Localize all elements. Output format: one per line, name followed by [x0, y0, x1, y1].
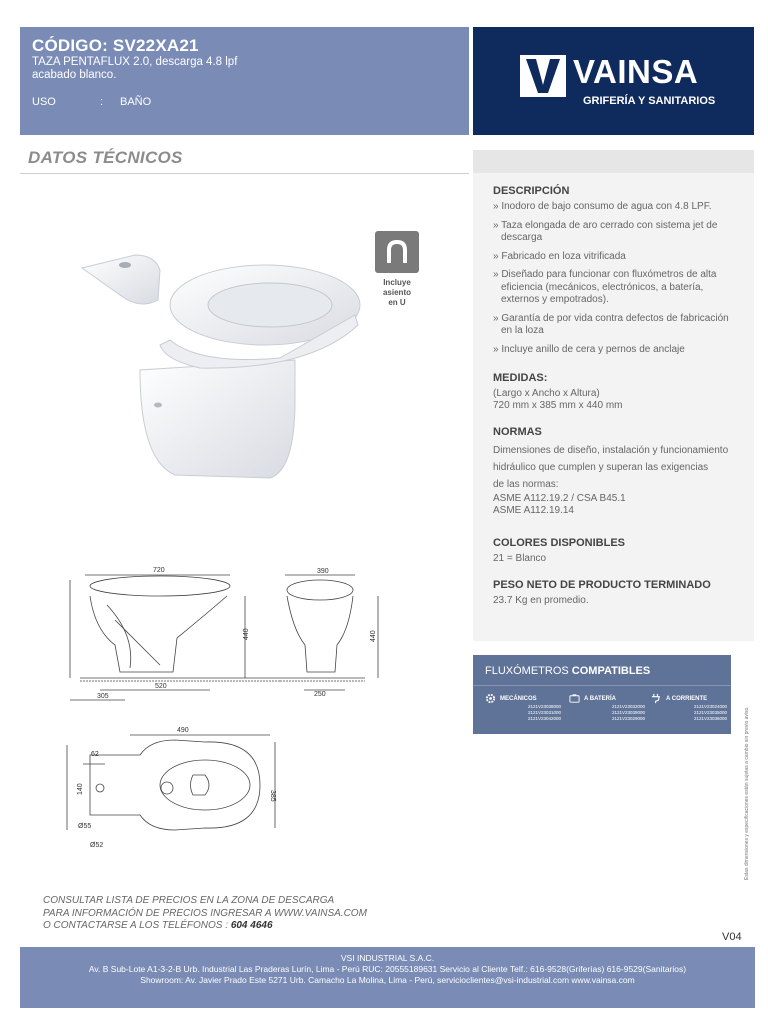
- dim-top-62: 62: [91, 751, 99, 758]
- dim-front-base: 250: [314, 691, 326, 698]
- dim-front-width: 390: [317, 568, 329, 575]
- gear-icon: [485, 693, 496, 704]
- uso-colon: :: [100, 96, 104, 108]
- brand-name: VAINSA: [573, 53, 699, 90]
- version-label: V04: [722, 931, 742, 943]
- top-view-drawing: [67, 735, 275, 830]
- normas-line: ASME A112.19.14: [493, 505, 574, 516]
- uso-label: USO: [32, 96, 56, 108]
- dim-side-length: 720: [153, 567, 165, 574]
- footer-company: VSI INDUSTRIAL S.A.C.: [340, 953, 435, 963]
- fluxometros-title: FLUXÓMETROS COMPATIBLES: [485, 665, 651, 677]
- descripcion-item: » Fabricado en loza vitrificada: [493, 250, 626, 262]
- dim-side-base: 520: [155, 683, 167, 690]
- fluxometros-box: [473, 655, 731, 734]
- medidas-line: 720 mm x 385 mm x 440 mm: [493, 400, 623, 411]
- product-finish: acabado blanco.: [32, 69, 117, 81]
- uso-value: BAÑO: [120, 96, 152, 108]
- product-code: CÓDIGO: SV22XA21: [32, 36, 199, 55]
- phone-number: 604 4646: [230, 920, 273, 931]
- descripcion-item: » Incluye anillo de cera y pernos de anclaje: [493, 343, 685, 355]
- front-view-drawing: [280, 575, 378, 690]
- peso-value: 23.7 Kg en promedio.: [493, 595, 589, 606]
- pricing-note: CONSULTAR LISTA DE PRECIOS EN LA ZONA DE DESCARGA PARA INFORMACIÓN DE PRECIOS INGRESAR A WWW.VAINSA.COM O CONTACTARSE A LOS TELÉFONOS : 604 4646: [43, 895, 367, 931]
- fluxo-column-bateria: A BATERÍA 2121V23032000 2121V23039000 2121V23029000: [569, 693, 649, 722]
- dim-front-height: 440: [370, 630, 377, 642]
- normas-line: ASME A112.19.2 / CSA B45.1: [493, 493, 626, 504]
- product-subtitle: TAZA PENTAFLUX 2.0, descarga 4.8 lpf: [32, 56, 238, 68]
- colores-title: COLORES DISPONIBLES: [493, 537, 626, 549]
- company-footer: [20, 947, 755, 1008]
- toilet-image: [80, 250, 362, 485]
- descripcion-item: » Inodoro de bajo consumo de agua con 4.8 LPF.: [493, 201, 712, 212]
- product-header: [20, 27, 469, 135]
- peso-title: PESO NETO DE PRODUCTO TERMINADO: [493, 579, 711, 591]
- battery-icon: [569, 693, 580, 704]
- descripcion-item: » Garantía de por vida contra defectos de fabricación en la loza: [493, 312, 729, 336]
- footer-address: Av. B Sub-Lote A1-3-2-B Urb. Industrial Las Praderas Lurín, Lima - Perú RUC: 20555189631 Servicio al Cliente Telf.: 616-9528(Griferías) 616-9529(Sanitarios): [88, 964, 687, 974]
- seat-label-line2: asiento: [382, 288, 411, 297]
- dim-side-height: 440: [243, 628, 250, 640]
- brand-tagline: GRIFERÍA Y SANITARIOS: [583, 95, 716, 107]
- seat-label-line1: Incluye: [383, 278, 411, 287]
- brand-header: [473, 27, 754, 135]
- title-divider: [20, 173, 469, 174]
- u-seat-icon: [375, 231, 419, 273]
- dim-top-d52: Ø52: [90, 842, 104, 849]
- fluxo-column-mecanicos: MECÁNICOS 2121V23038000 2121V23031000 2121V23042000: [485, 693, 565, 722]
- footer-showroom: Showroom: Av. Javier Prado Este 5271 Urb. Camacho La Molina, Lima - Perú, servicioclientes@vsi-industrial.com www.vainsa.com: [140, 975, 635, 985]
- dim-top-d55: Ø55: [78, 823, 92, 830]
- normas-line: hidráulico que cumplen y superan las exigencias: [493, 462, 709, 473]
- descripcion-title: DESCRIPCIÓN: [493, 185, 570, 197]
- seat-label-line3: en U: [388, 298, 406, 307]
- descripcion-item: » Taza elongada de aro cerrado con sistema jet de descarga: [493, 219, 718, 243]
- panel-topbar: [473, 150, 754, 173]
- medidas-title: MEDIDAS:: [493, 372, 548, 384]
- uso-row: [32, 96, 152, 108]
- vainsa-logo-icon: [520, 55, 566, 97]
- normas-line: Dimensiones de diseño, instalación y funcionamiento: [493, 445, 729, 456]
- normas-line: de las normas:: [493, 479, 559, 490]
- technical-drawings: [55, 560, 395, 860]
- normas-title: NORMAS: [493, 426, 542, 438]
- dim-top-140: 140: [77, 783, 84, 795]
- descripcion-item: » Diseñado para funcionar con fluxómetros de alta eficiencia (mecánicos, electrónicos, a batería, externos y empotrados).: [493, 269, 717, 305]
- dim-top-width: 385: [269, 790, 276, 802]
- seat-included-badge: [375, 231, 419, 308]
- colores-value: 21 = Blanco: [493, 553, 547, 564]
- fluxo-column-corriente: A CORRIENTE 2121V23024000 2121V23035000 2121V23036000: [651, 693, 731, 722]
- disclaimer-vertical: Estas dimensiones y especificaciones están sujetas a cambio sin previo aviso.: [744, 706, 750, 880]
- plug-icon: [651, 693, 662, 704]
- medidas-line: (Largo x Ancho x Altura): [493, 388, 600, 399]
- technical-specs-panel: [473, 173, 754, 641]
- section-title: DATOS TÉCNICOS: [28, 148, 183, 167]
- dim-side-offset: 305: [97, 693, 109, 700]
- dim-top-length: 490: [177, 727, 189, 734]
